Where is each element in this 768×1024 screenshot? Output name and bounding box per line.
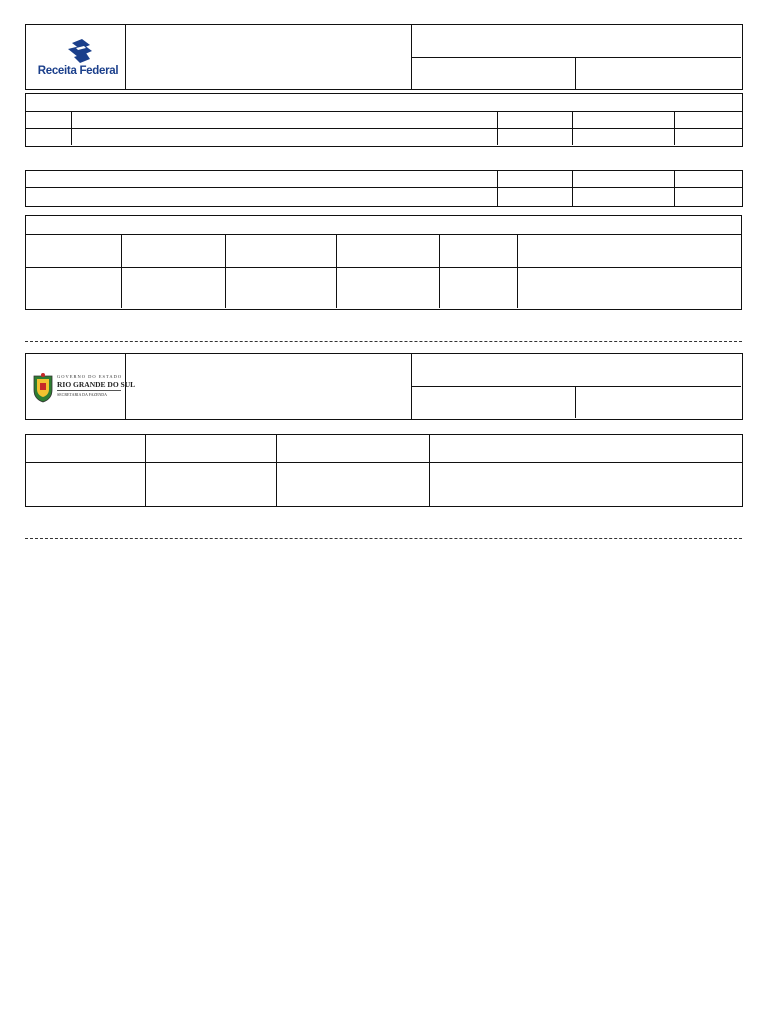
federal-block-1-title-row (26, 94, 741, 111)
federal-header-right-bottom-left (412, 58, 576, 89)
receita-federal-emblem-icon (34, 37, 122, 65)
state-logo-divider (57, 390, 121, 391)
state-header-right-bottom-left (412, 387, 576, 418)
rio-grande-do-sul-logo (30, 372, 136, 404)
state-coat-of-arms-icon (30, 372, 56, 404)
cut-line-2 (25, 538, 742, 539)
state-logo-line1: GOVERNO DO ESTADO (57, 374, 123, 379)
federal-header (25, 24, 743, 90)
state-header-right-bottom-right (577, 387, 741, 418)
federal-block-3 (25, 215, 742, 310)
federal-block-2 (25, 170, 743, 207)
receita-federal-logo-text: Receita Federal (37, 65, 119, 77)
state-header (25, 353, 743, 420)
federal-header-title-area (126, 25, 411, 88)
state-logo-line3: SECRETARIA DA FAZENDA (57, 392, 108, 397)
federal-header-right-bottom-right (577, 58, 741, 89)
federal-header-right-top (412, 25, 741, 58)
cut-line-1 (25, 341, 742, 342)
federal-block-1 (25, 93, 743, 147)
state-header-right-top (412, 354, 741, 387)
receita-federal-logo (34, 37, 122, 81)
state-logo-line2: RIO GRANDE DO SUL (57, 380, 136, 389)
state-block-1 (25, 434, 743, 507)
